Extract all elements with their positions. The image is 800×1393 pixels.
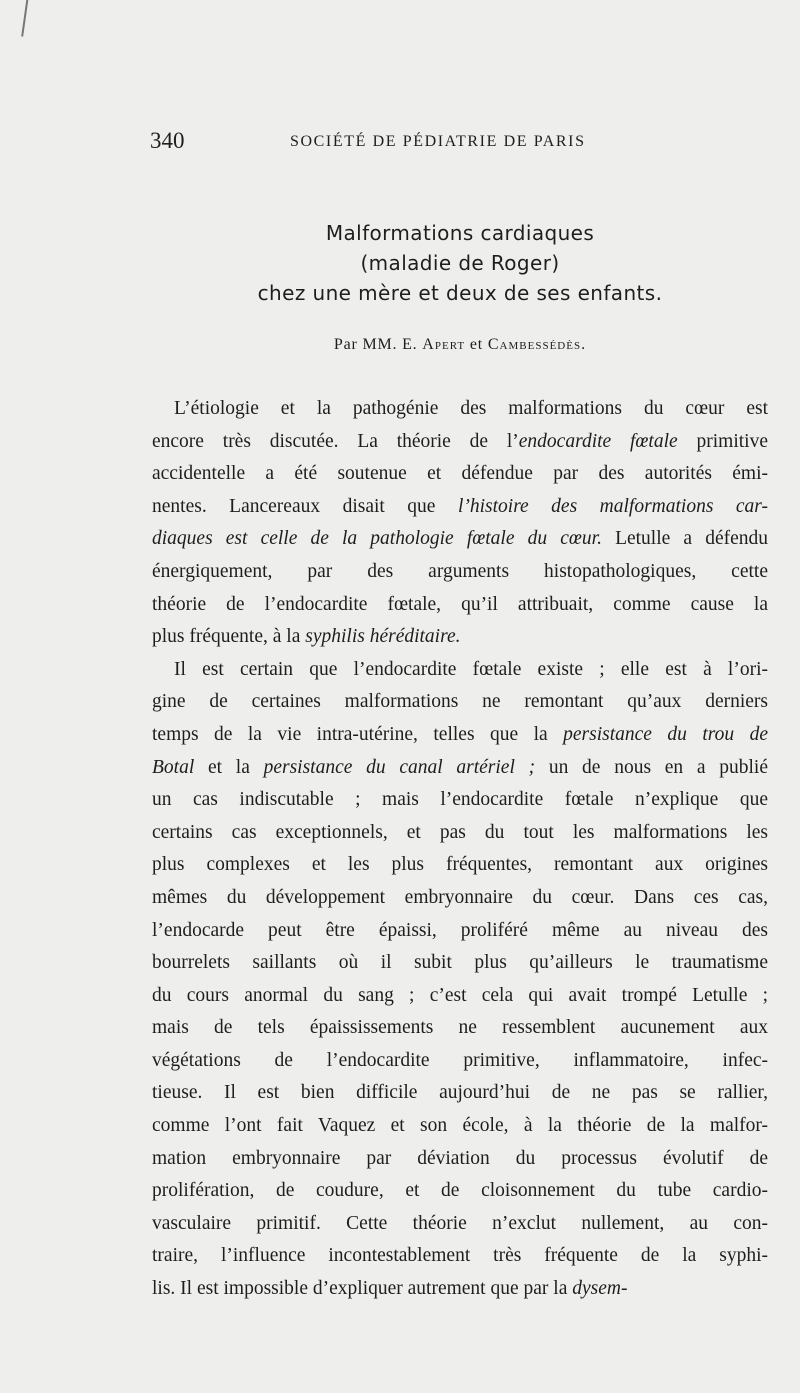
article-body — [152, 393, 768, 1306]
title-line-3: chez une mère et deux de ses enfants. — [257, 281, 663, 305]
page-header — [150, 128, 770, 158]
italic-text: endocardite fœtale — [518, 430, 678, 452]
author-apert: Apert — [422, 336, 466, 353]
text-line: Botal et la persistance du canal artériel ; un de nous en a publié — [152, 756, 769, 778]
author-cambessedes: Cambessédès. — [487, 336, 587, 353]
text-line: plus fréquente, à la syphilis héréditaire. — [152, 626, 461, 648]
text-line: temps de la vie intra-utérine, telles que la persistance du trou de — [152, 723, 768, 745]
text-line: plus complexes et les plus fréquentes, remontant aux origines — [152, 854, 768, 876]
byline-conjunction: et — [469, 336, 484, 353]
text-line: bourrelets saillants où il subit plus qu’ailleurs le traumatisme — [152, 952, 768, 974]
text-line: théorie de l’endocardite fœtale, qu’il attribuait, comme cause la — [152, 593, 768, 615]
text-line: un cas indiscutable ; mais l’endocardite fœtale n’explique que — [152, 789, 768, 811]
text-line: diaques est celle de la pathologie fœtale du cœur. Letulle a défendu — [152, 528, 768, 550]
text-line: vasculaire primitif. Cette théorie n’exclut nullement, au con- — [152, 1212, 768, 1234]
text-line: traire, l’influence incontestablement très fréquente de la syphi- — [152, 1245, 768, 1267]
italic-text: l’histoire des malformations car- — [457, 495, 768, 517]
italic-text: persistance du canal artériel ; — [263, 756, 536, 778]
italic-text: dysem- — [572, 1278, 628, 1300]
text-line: Il est certain que l’endocardite fœtale existe ; elle est à l’ori- — [174, 658, 768, 680]
text-line: comme l’ont fait Vaquez et son école, à la théorie de la malfor- — [152, 1115, 768, 1137]
text-line: lis. Il est impossible d’expliquer autrement que par la dysem- — [152, 1278, 628, 1300]
text-line: mais de tels épaississements ne ressemblent aucunement aux — [152, 1017, 768, 1039]
page-number: 340 — [150, 128, 185, 153]
text-line: gine de certaines malformations ne remontant qu’aux derniers — [152, 691, 768, 713]
text-line: du cours anormal du sang ; c’est cela qui avait trompé Letulle ; — [152, 984, 768, 1006]
title-line-1: Malformations cardiaques — [325, 221, 595, 245]
italic-text: diaques est celle de la pathologie fœtale du cœur. — [152, 528, 602, 550]
text-line: encore très discutée. La théorie de l’endocardite fœtale primitive — [152, 430, 768, 452]
text-line: mation embryonnaire par déviation du processus évolutif de — [152, 1147, 768, 1169]
paragraph-2 — [152, 654, 768, 1306]
text-line: l’endocarde peut être épaissi, proliféré même au niveau des — [152, 919, 768, 941]
text-line: tieuse. Il est bien difficile aujourd’hui de ne pas se rallier, — [152, 1082, 768, 1104]
text-line: prolifération, de coudure, et de cloisonnement du tube cardio- — [152, 1180, 768, 1202]
page-corner-mark — [11, 0, 28, 37]
italic-text: Botal — [152, 756, 195, 778]
italic-text: persistance du trou de — [563, 723, 768, 745]
text-line: végétations de l’endocardite primitive, inflammatoire, infec- — [152, 1049, 768, 1071]
author-byline — [150, 336, 770, 354]
byline-prefix: Par MM. E. — [333, 336, 418, 353]
italic-text: syphilis héréditaire. — [305, 626, 461, 648]
paragraph-1 — [152, 393, 768, 654]
text-line: nentes. Lancereaux disait que l’histoire des malformations car- — [152, 495, 768, 517]
text-line: mêmes du développement embryonnaire du cœur. Dans ces cas, — [152, 886, 768, 908]
text-line: accidentelle a été soutenue et défendue par des autorités émi- — [152, 463, 768, 485]
running-head: SOCIÉTÉ DE PÉDIATRIE DE PARIS — [290, 133, 586, 150]
text-line: certains cas exceptionnels, et pas du tout les malformations les — [152, 821, 768, 843]
title-line-2: (maladie de Roger) — [360, 251, 560, 275]
text-line: énergiquement, par des arguments histopathologiques, cette — [152, 560, 768, 582]
article-title — [150, 218, 770, 308]
text-line: L’étiologie et la pathogénie des malformations du cœur est — [174, 398, 768, 419]
